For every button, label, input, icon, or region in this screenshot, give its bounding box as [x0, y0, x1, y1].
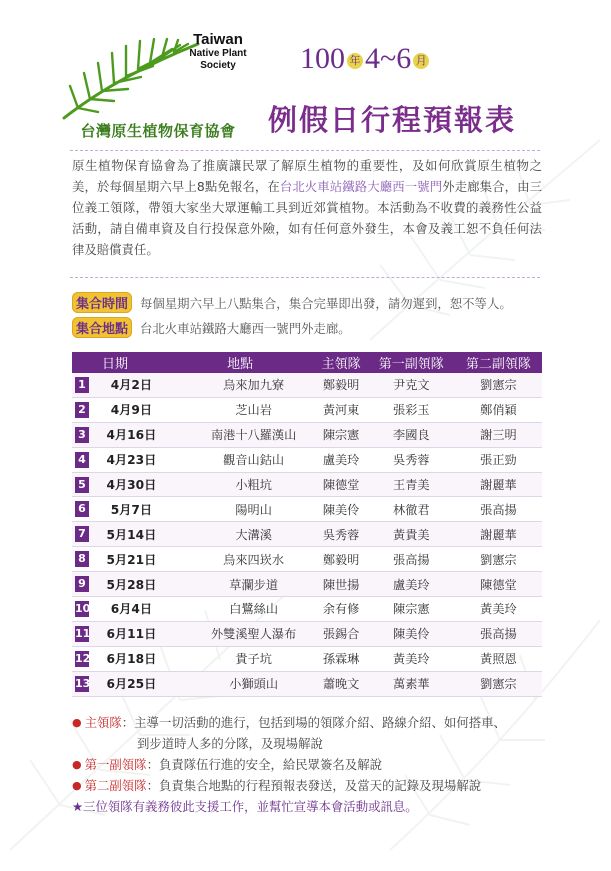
page-title: 例假日行程預報表 — [268, 103, 517, 137]
logo-chinese-name: 台灣原生植物保育協會 — [80, 122, 236, 140]
row-place: 觀音山鈷山 — [166, 447, 315, 472]
row-date: 6月11日 — [92, 621, 166, 646]
table-row — [72, 572, 542, 597]
row-leader: 陳美伶 — [314, 497, 367, 522]
header — [0, 0, 611, 150]
header-vice1: 第一副領隊 — [368, 352, 455, 373]
row-number: 10 — [75, 601, 91, 615]
logo-en-line1: Taiwan — [193, 31, 243, 48]
row-number-cell — [72, 422, 92, 447]
row-date: 6月18日 — [92, 646, 166, 671]
row-place: 外雙溪聖人瀑布 — [166, 621, 315, 646]
row-vice1: 張彩玉 — [368, 397, 455, 422]
row-date: 5月7日 — [92, 497, 166, 522]
row-vice1: 萬素華 — [368, 671, 455, 696]
row-vice1: 李國良 — [368, 422, 455, 447]
row-date: 6月4日 — [92, 597, 166, 622]
row-place: 陽明山 — [166, 497, 315, 522]
row-number: 5 — [75, 477, 89, 493]
row-number-cell — [72, 397, 92, 422]
header-place: 地點 — [166, 352, 315, 373]
note-leader-role: 主領隊 — [84, 715, 122, 730]
row-leader: 黃河東 — [314, 397, 367, 422]
row-leader: 蕭晚文 — [314, 671, 367, 696]
note-vice1-role: 第一副領隊 — [84, 757, 147, 772]
table-row — [72, 373, 542, 397]
row-place: 芝山岩 — [166, 397, 315, 422]
row-number: 6 — [75, 501, 89, 517]
row-number: 13 — [75, 676, 91, 690]
row-leader: 張錫合 — [314, 621, 367, 646]
row-place: 小獅頭山 — [166, 671, 315, 696]
row-vice2: 黃美玲 — [455, 597, 542, 622]
table-row — [72, 397, 542, 422]
logo-en-line2: Native Plant — [189, 48, 247, 59]
schedule-table — [72, 352, 542, 697]
row-number-cell — [72, 547, 92, 572]
row-place: 草瀾步道 — [166, 572, 315, 597]
header-number — [72, 352, 92, 373]
meeting-time-row — [72, 292, 512, 313]
row-number-cell — [72, 522, 92, 547]
row-vice2: 劉憲宗 — [455, 373, 542, 397]
row-date: 6月25日 — [92, 671, 166, 696]
meeting-place-text: 台北火車站鐵路大廳西一號門外走廊。 — [140, 320, 351, 336]
meeting-place-row — [72, 317, 351, 338]
row-number: 1 — [75, 377, 89, 393]
intro-text-2: 外走廊集合，由三位義工領隊，帶領大家坐大眾運輸工具到近郊賞植物。本活動為不收費的義務性公益活動，請自備車資及自行投保意外險，如有任何意外發生，本會及義工恕不負任何法律及賠償責任。 — [72, 179, 543, 257]
title-month-unit: 月 — [413, 53, 429, 69]
row-place: 貴子坑 — [166, 646, 315, 671]
table-row — [72, 447, 542, 472]
row-leader: 孫霖琳 — [314, 646, 367, 671]
row-number: 9 — [75, 576, 89, 592]
note-vice2-role: 第二副領隊 — [84, 778, 147, 793]
row-vice1: 張高揚 — [368, 547, 455, 572]
row-vice2: 黃照恩 — [455, 646, 542, 671]
divider — [70, 277, 540, 278]
logo-en-line3: Society — [200, 60, 236, 71]
bullet-icon: ● — [72, 758, 82, 771]
title-year-unit: 年 — [347, 53, 363, 69]
row-number-cell — [72, 447, 92, 472]
row-date: 4月23日 — [92, 447, 166, 472]
row-vice2: 陳德堂 — [455, 572, 542, 597]
row-number-cell — [72, 572, 92, 597]
row-vice1: 王青美 — [368, 472, 455, 497]
row-vice1: 黃貴美 — [368, 522, 455, 547]
table-row — [72, 621, 542, 646]
row-number: 7 — [75, 526, 89, 542]
note-vice2 — [72, 775, 542, 796]
row-vice2: 劉憲宗 — [455, 547, 542, 572]
intro-highlight-location: 台北火車站鐵路大廳西一號門 — [279, 179, 443, 194]
row-number-cell — [72, 373, 92, 397]
table-row — [72, 497, 542, 522]
row-vice2: 謝麗華 — [455, 522, 542, 547]
row-leader: 陳德堂 — [314, 472, 367, 497]
row-date: 4月30日 — [92, 472, 166, 497]
row-number: 12 — [75, 651, 91, 665]
row-vice1: 盧美玲 — [368, 572, 455, 597]
row-leader: 盧美玲 — [314, 447, 367, 472]
row-date: 4月9日 — [92, 397, 166, 422]
row-number-cell — [72, 621, 92, 646]
meeting-time-text: 每個星期六早上八點集合，集合完畢即出發，請勿遲到，恕不等人。 — [140, 295, 512, 311]
row-number-cell — [72, 597, 92, 622]
row-leader: 陳世揚 — [314, 572, 367, 597]
meeting-time-tag: 集合時間 — [72, 292, 132, 313]
bullet-icon: ● — [72, 716, 82, 729]
notes-section — [72, 712, 542, 817]
title-months: 4~6 — [365, 42, 412, 75]
row-leader: 鄭毅明 — [314, 373, 367, 397]
row-place: 白鷺絲山 — [166, 597, 315, 622]
meeting-place-tag: 集合地點 — [72, 317, 132, 338]
row-vice1: 尹克文 — [368, 373, 455, 397]
row-place: 烏來四崁水 — [166, 547, 315, 572]
row-leader: 吳秀蓉 — [314, 522, 367, 547]
table-row — [72, 671, 542, 696]
row-number: 4 — [75, 452, 89, 468]
logo-english-name — [158, 32, 278, 72]
row-number-cell — [72, 497, 92, 522]
row-date: 4月16日 — [92, 422, 166, 447]
header-leader: 主領隊 — [314, 352, 367, 373]
row-vice1: 黃美玲 — [368, 646, 455, 671]
row-place: 小粗坑 — [166, 472, 315, 497]
row-date: 5月21日 — [92, 547, 166, 572]
row-place: 烏來加九寮 — [166, 373, 315, 397]
star-icon: ★ — [72, 799, 84, 814]
table-row — [72, 646, 542, 671]
note-star — [72, 796, 542, 817]
intro-paragraph — [72, 155, 542, 260]
row-vice1: 林徹君 — [368, 497, 455, 522]
row-date: 4月2日 — [92, 373, 166, 397]
row-vice1: 陳宗憲 — [368, 597, 455, 622]
row-date: 5月28日 — [92, 572, 166, 597]
note-vice2-desc: ：負責集合地點的行程預報表發送，及當天的記錄及現場解說 — [146, 778, 482, 793]
intro-text-1: 原生植物保育協會為了推廣讓民眾了解原生植物的重要性，及如何欣賞原生植物之美，於每個星期六早上8點免報名，在 — [72, 158, 542, 194]
note-leader-desc: ：主導一切活動的進行，包括到場的領隊介紹、路線介紹、如何搭車、 — [121, 715, 506, 730]
title-date — [300, 42, 431, 76]
title-year: 100 — [300, 42, 345, 75]
row-number-cell — [72, 646, 92, 671]
note-leader-desc2: 到步道時人多的分隊，及現場解說 — [137, 736, 323, 751]
row-vice2: 謝三明 — [455, 422, 542, 447]
note-leader — [72, 712, 542, 733]
row-number: 8 — [75, 551, 89, 567]
row-number: 11 — [75, 626, 91, 640]
row-leader: 陳宗憲 — [314, 422, 367, 447]
row-vice2: 鄭俏穎 — [455, 397, 542, 422]
row-number: 2 — [75, 402, 89, 418]
row-vice2: 謝麗華 — [455, 472, 542, 497]
row-vice2: 劉憲宗 — [455, 671, 542, 696]
row-vice1: 陳美伶 — [368, 621, 455, 646]
row-vice1: 吳秀蓉 — [368, 447, 455, 472]
row-place: 南港十八羅漢山 — [166, 422, 315, 447]
table-header-row — [72, 352, 542, 373]
row-leader: 鄭毅明 — [314, 547, 367, 572]
note-vice1 — [72, 754, 542, 775]
society-logo — [58, 28, 258, 146]
divider — [70, 150, 540, 151]
row-vice2: 張正勁 — [455, 447, 542, 472]
row-number-cell — [72, 472, 92, 497]
note-vice1-desc: ：負責隊伍行進的安全，給民眾簽名及解說 — [146, 757, 382, 772]
table-row — [72, 422, 542, 447]
row-vice2: 張高揚 — [455, 621, 542, 646]
table-row — [72, 597, 542, 622]
row-place: 大溝溪 — [166, 522, 315, 547]
row-number-cell — [72, 671, 92, 696]
table-row — [72, 472, 542, 497]
row-vice2: 張高揚 — [455, 497, 542, 522]
schedule-body — [72, 373, 542, 696]
note-star-text: 三位領隊有義務彼此支援工作，並幫忙宣導本會活動或訊息。 — [83, 799, 418, 814]
row-leader: 余有修 — [314, 597, 367, 622]
header-date: 日期 — [92, 352, 166, 373]
row-date: 5月14日 — [92, 522, 166, 547]
table-row — [72, 547, 542, 572]
row-number: 3 — [75, 427, 89, 443]
table-row — [72, 522, 542, 547]
bullet-icon: ● — [72, 779, 82, 792]
header-vice2: 第二副領隊 — [455, 352, 542, 373]
